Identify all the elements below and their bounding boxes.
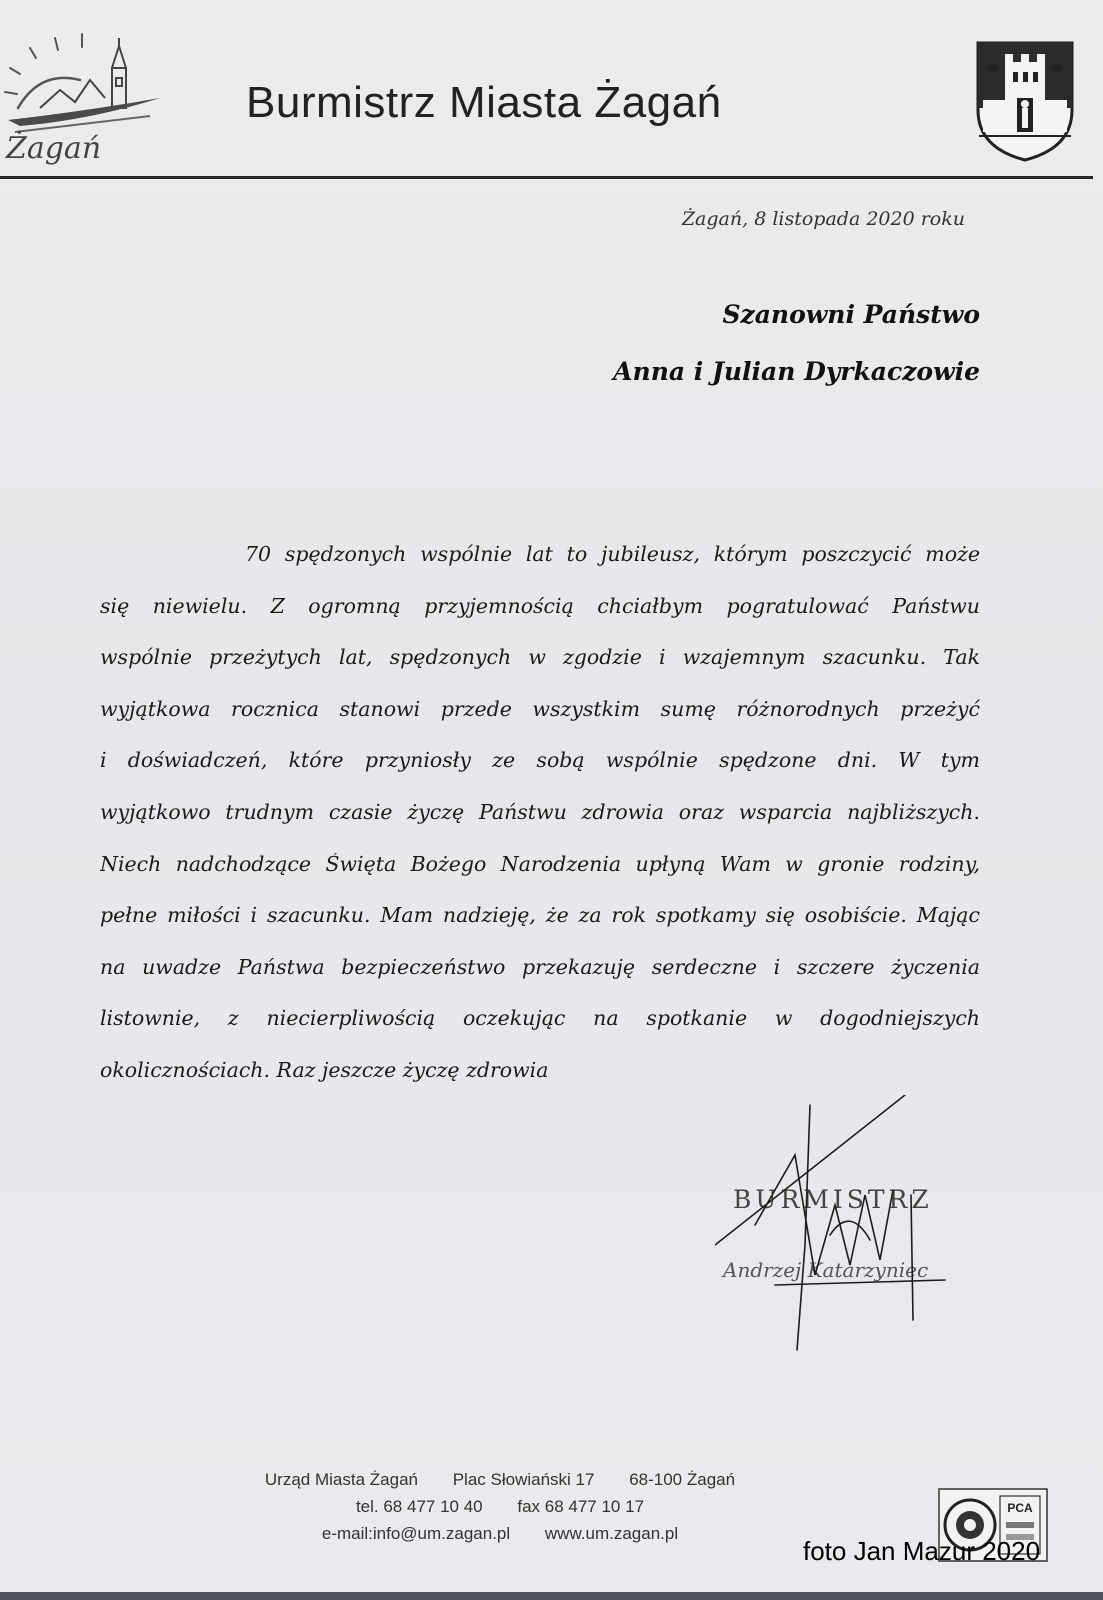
signature-title: BURMISTRZ xyxy=(733,1185,933,1214)
footer-email: e-mail:info@um.zagan.pl xyxy=(321,1524,511,1543)
page-title: Burmistrz Miasta Żagań xyxy=(246,78,722,127)
footer-office: Urząd Miasta Żagań xyxy=(264,1470,418,1489)
page-bottom-edge xyxy=(0,1592,1103,1600)
photo-credit: foto Jan Mazur 2020 xyxy=(803,1536,1041,1566)
header-divider xyxy=(0,176,1093,179)
body-line: Niech nadchodzące Święta Bożego Narodzenia upłyną Wam w gronie rodziny, xyxy=(100,852,980,876)
body-line: się niewielu. Z ogromną przyjemnością chciałbym pogratulować Państwu xyxy=(100,594,980,618)
footer-postal: 68-100 Żagań xyxy=(629,1470,736,1489)
footer-contact xyxy=(200,1466,800,1547)
coat-of-arms-icon xyxy=(975,40,1075,162)
body-line: i doświadczeń, które przyniosły ze sobą wspólnie spędzone dni. W tym xyxy=(100,749,980,773)
letter-date: Żagań, 8 listopada 2020 roku xyxy=(681,208,965,230)
signature-name: Andrzej Katarzyniec xyxy=(723,1258,929,1282)
footer-web: www.um.zagan.pl xyxy=(544,1524,679,1543)
body-line: listownie, z niecierpliwością oczekując na spotkanie w dogodniejszych xyxy=(100,1007,980,1031)
body-line: pełne miłości i szacunku. Mam nadzieję, że za rok spotkamy się osobiście. Mając xyxy=(100,904,980,928)
footer-fax: fax 68 477 10 17 xyxy=(517,1497,645,1516)
zagan-town-logo xyxy=(0,20,170,165)
footer-tel: tel. 68 477 10 40 xyxy=(355,1497,483,1516)
body-line: na uwadze Państwa bezpieczeństwo przekazuję serdeczne i szczere życzenia xyxy=(100,955,980,979)
logo-wordmark: Żagań xyxy=(6,131,102,165)
footer-address: Plac Słowiański 17 xyxy=(452,1470,595,1489)
body-line: wyjątkowa rocznica stanowi przede wszystkim sumę różnorodnych przeżyć xyxy=(100,697,980,721)
addressee: Anna i Julian Dyrkaczowie xyxy=(613,357,980,386)
salutation: Szanowni Państwo xyxy=(722,300,980,329)
body-line: wspólnie przeżytych lat, spędzonych w zgodzie i wzajemnym szacunku. Tak xyxy=(100,646,980,670)
letter-body xyxy=(100,543,980,1111)
cert-label: PCA xyxy=(1007,1501,1033,1515)
handwritten-signature xyxy=(715,1095,975,1385)
body-line: 70 spędzonych wspólnie lat to jubileusz, którym poszczycić może xyxy=(245,543,980,566)
body-line: wyjątkowo trudnym czasie życzę Państwu zdrowia oraz wsparcia najbliższych. xyxy=(100,800,980,824)
body-line: okolicznościach. Raz jeszcze życzę zdrowia xyxy=(100,1058,549,1082)
